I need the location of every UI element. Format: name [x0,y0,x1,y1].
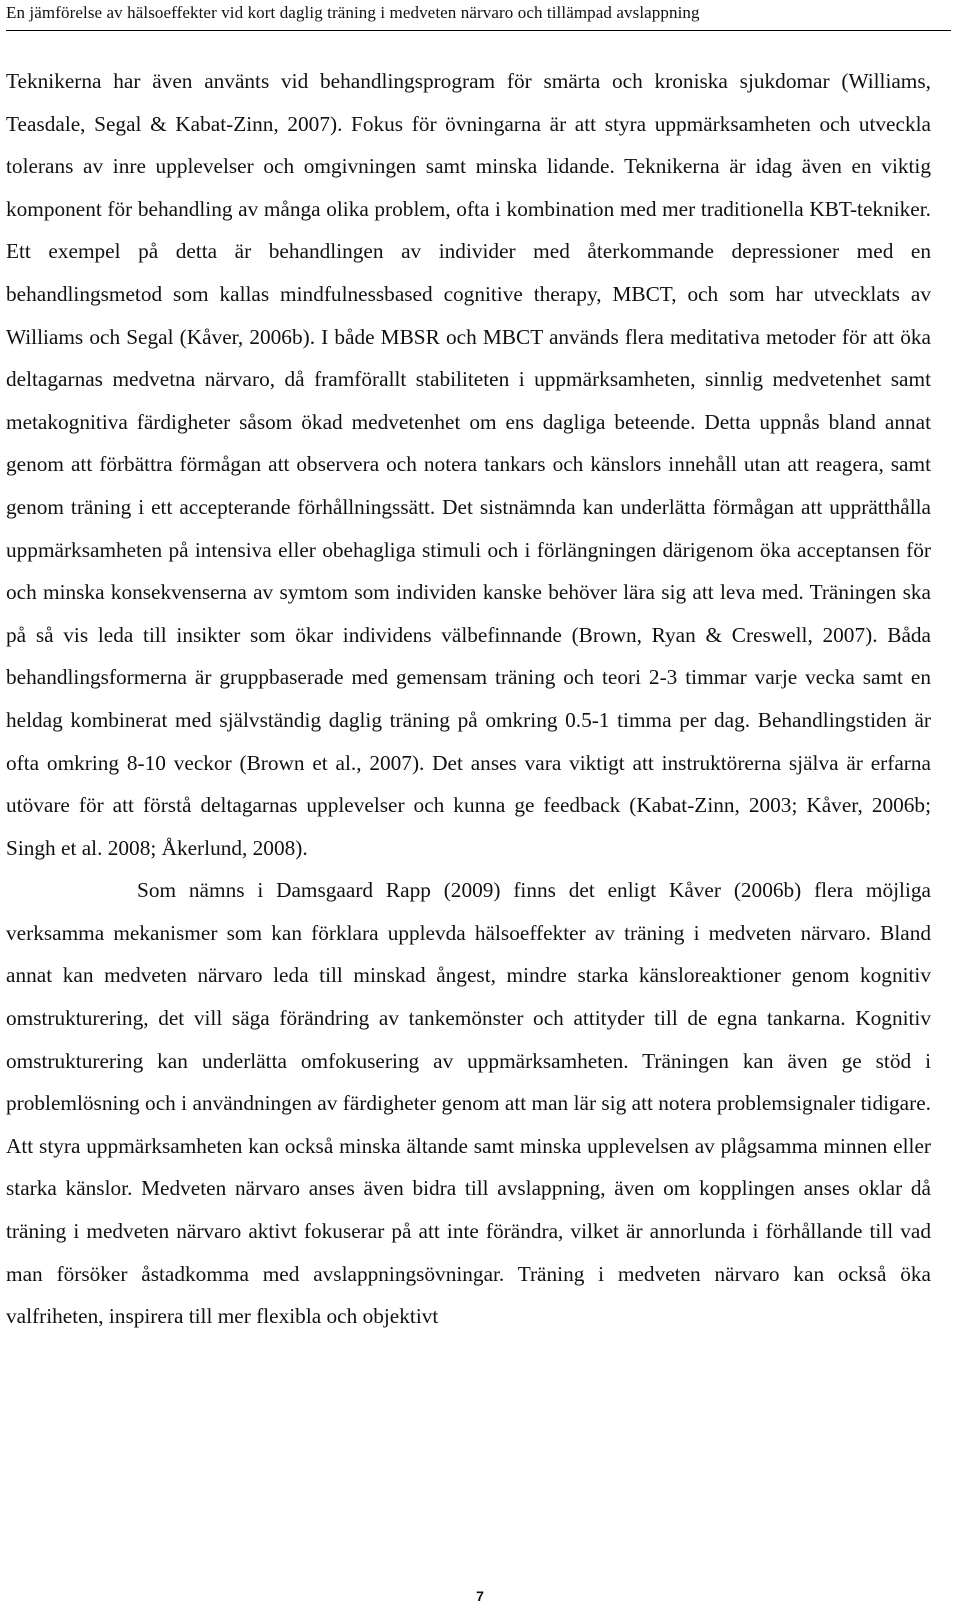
paragraph-mechanisms: Som nämns i Damsgaard Rapp (2009) finns det enligt Kåver (2006b) flera möjliga verksamma mekanismer som kan förklara upplevda hälsoeffekter av träning i medveten närvaro. Bland annat kan medveten närvaro leda till minskad ångest, mindre starka känsloreaktioner genom kognitiv omstrukturering, det vill säga förändring av tankemönster och attityder till de egna tankarna. Kognitiv omstrukturering kan underlätta omfokusering av uppmärksamheten. Träningen kan även ge stöd i problemlösning och i användningen av färdigheter genom att man lär sig att notera problemsignaler tidigare. Att styra uppmärksamheten kan också minska ältande samt minska upplevelsen av plågsamma minnen eller starka känslor. Medveten närvaro anses även bidra till avslappning, även om kopplingen anses oklar då träning i medveten närvaro aktivt fokuserar på att inte förändra, vilket är annorlunda i förhållande till vad man försöker åstadkomma med avslappningsövningar. Träning i medveten närvaro kan också öka valfriheten, inspirera till mer flexibla och objektivt [6,878,931,1329]
page-number: 7 [476,1588,484,1604]
body-text [6,60,931,1338]
paragraph-techniques: Teknikerna har även använts vid behandlingsprogram för smärta och kroniska sjukdomar (Williams, Teasdale, Segal & Kabat-Zinn, 2007). Fokus för övningarna är att styra uppmärksamheten och utveckla tolerans av inre upplevelser och omgivningen samt minska lidande. Teknikerna är idag även en viktig komponent för behandling av många olika problem, ofta i kombination med mer traditionella KBT-tekniker. Ett exempel på detta är behandlingen av individer med återkommande depressioner med en behandlingsmetod som kallas mindfulnessbased cognitive therapy, MBCT, och som har utvecklats av Williams och Segal (Kåver, 2006b). I både MBSR och MBCT används flera meditativa metoder för att öka deltagarnas medvetna närvaro, då framförallt stabiliteten i uppmärksamheten, sinnlig medvetenhet samt metakognitiva färdigheter såsom ökad medvetenhet om ens dagliga beteende. Detta uppnås bland annat genom att förbättra förmågan att observera och notera tankars och känslors innehåll utan att reagera, samt genom träning i ett accepterande förhållningssätt. Det sistnämnda kan underlätta förmågan att upprätthålla uppmärksamheten på intensiva eller obehagliga stimuli och i förlängningen därigenom öka acceptansen för och minska konsekvenserna av symtom som individen kanske behöver lära sig att leva med. Träningen ska på så vis leda till insikter som ökar individens välbefinnande (Brown, Ryan & Creswell, 2007). Båda behandlingsformerna är gruppbaserade med gemensam träning och teori 2-3 timmar varje vecka samt en heldag kombinerat med självständig daglig träning på omkring 0.5-1 timma per dag. Behandlingstiden är ofta omkring 8-10 veckor (Brown et al., 2007). Det anses vara viktigt att instruktörerna själva är erfarna utövare för att förstå deltagarnas upplevelser och kunna ge feedback (Kabat-Zinn, 2003; Kåver, 2006b; Singh et al. 2008; Åkerlund, 2008). [6,69,931,860]
running-header: En jämförelse av hälsoeffekter vid kort daglig träning i medveten närvaro och tillämpad avslappning [6,2,951,31]
